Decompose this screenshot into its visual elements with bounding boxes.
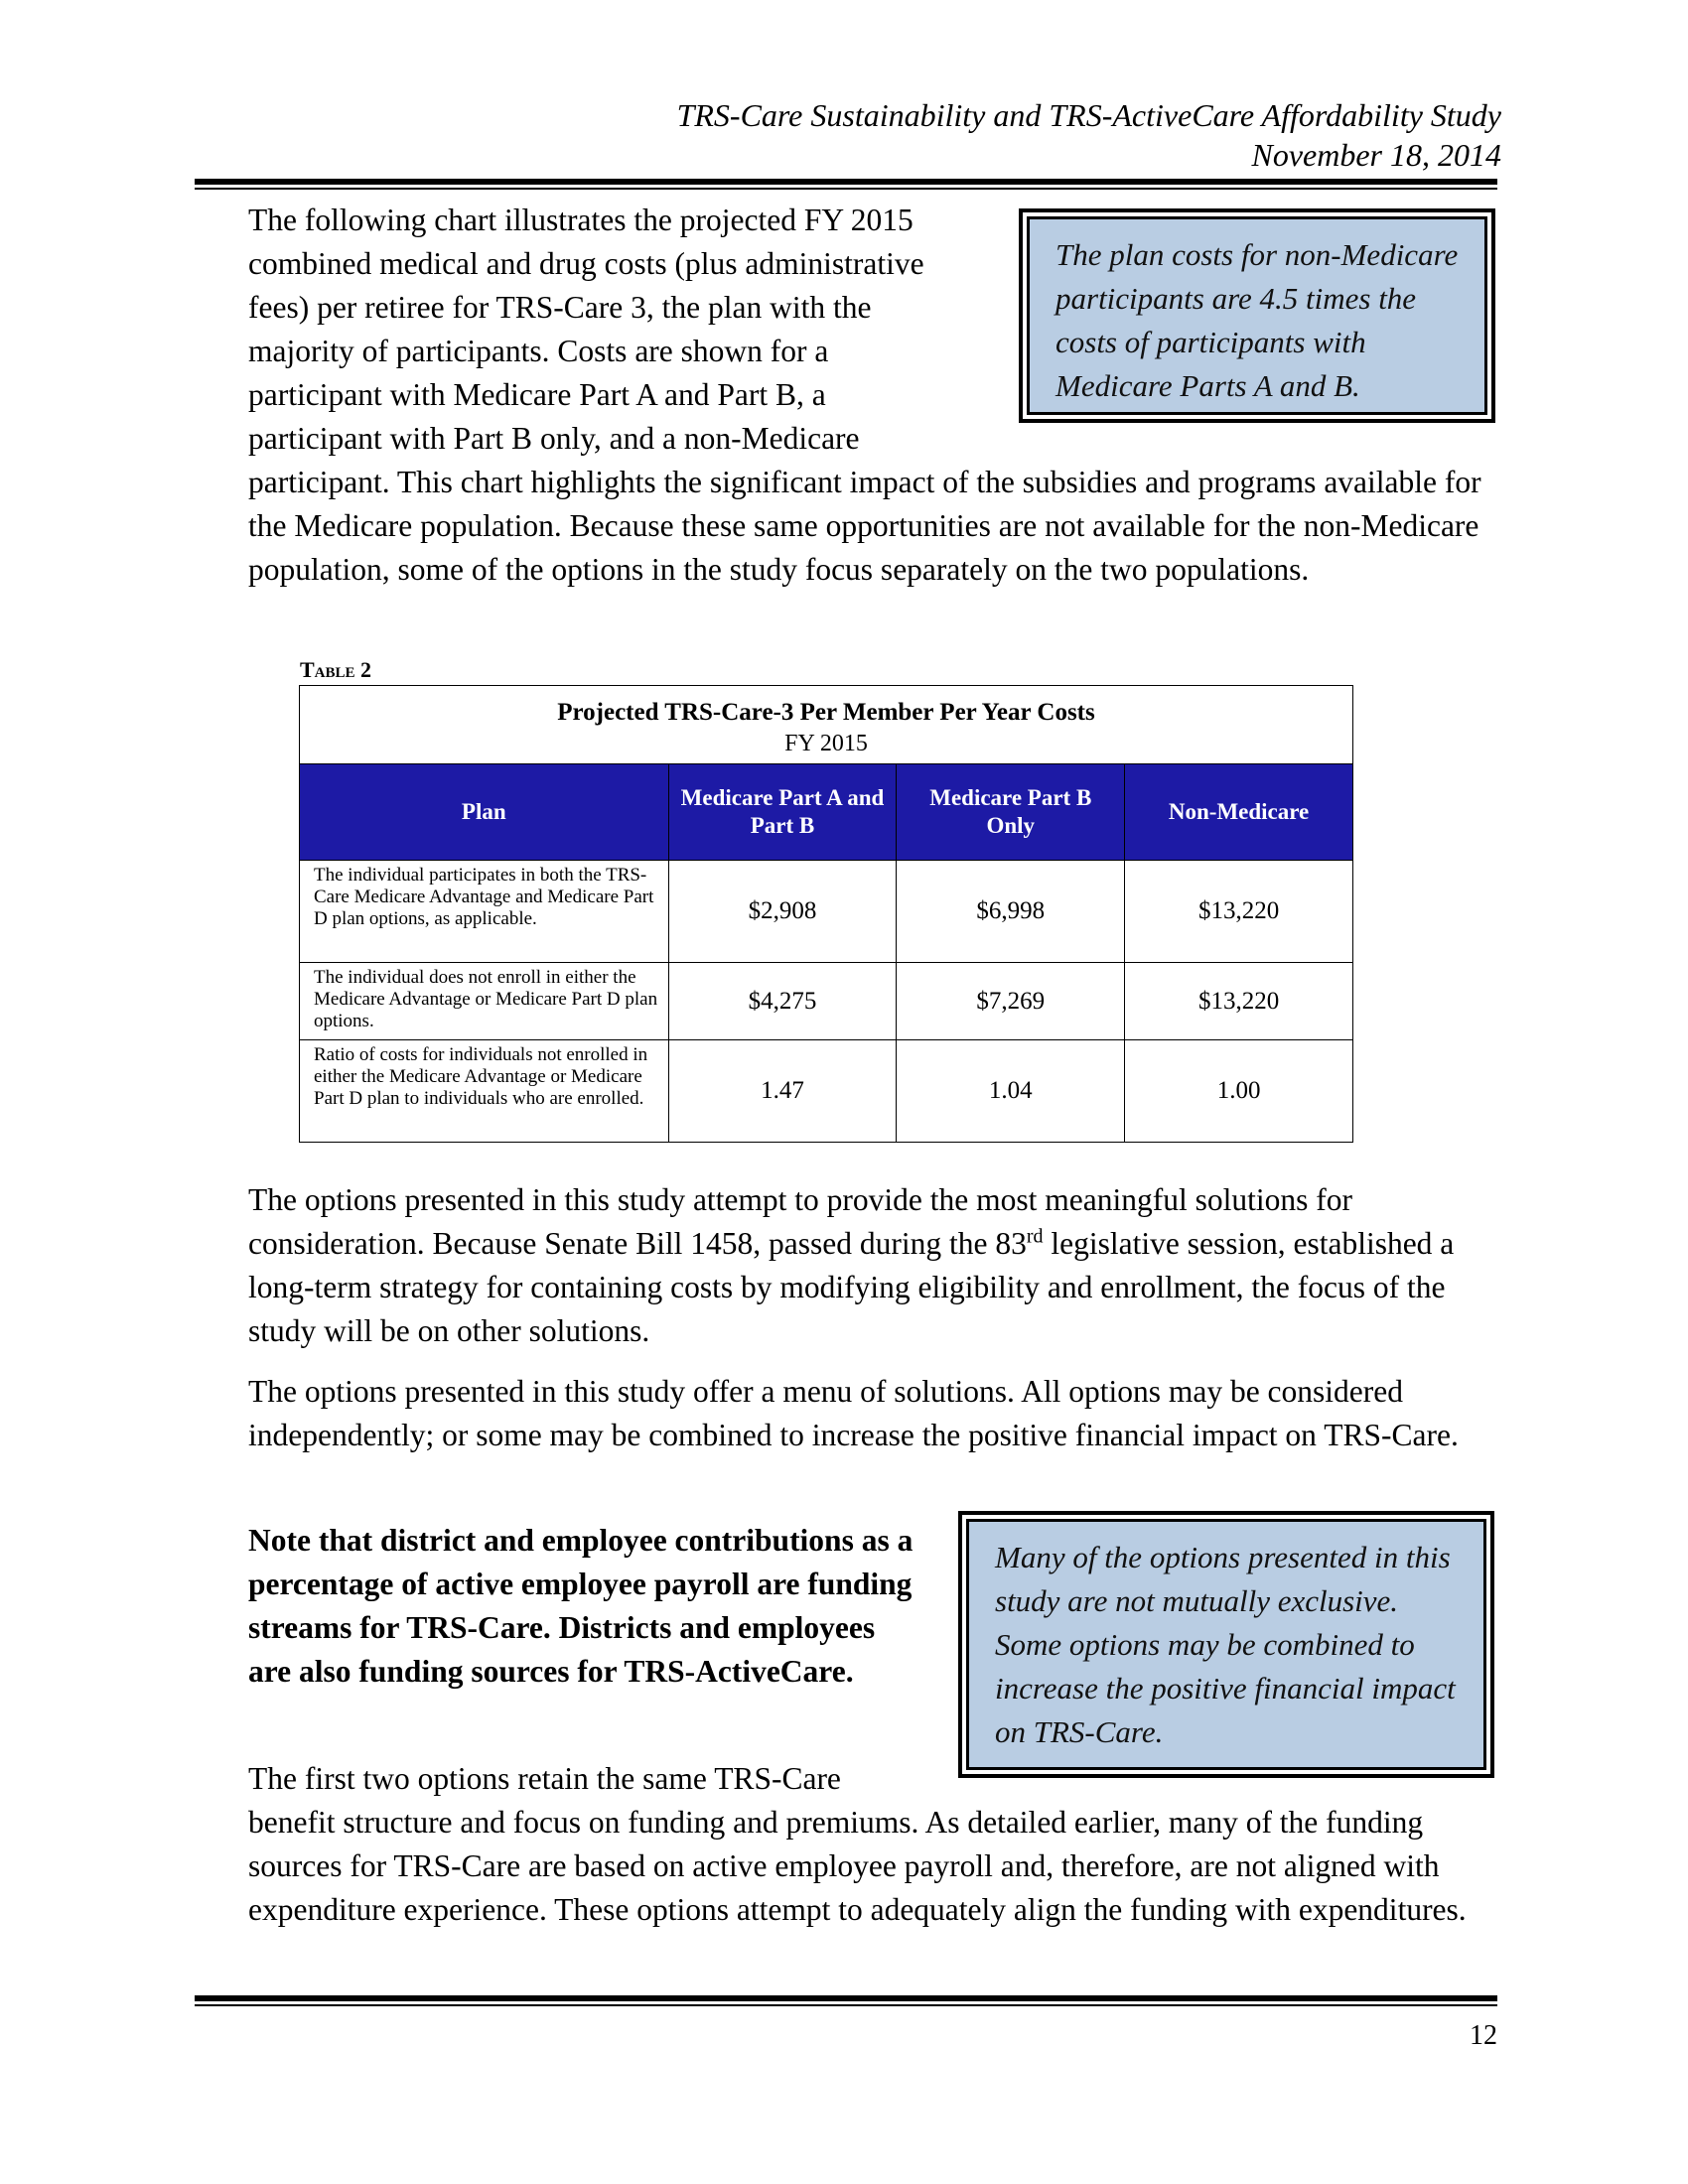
callout-bottom-text: Many of the options presented in this study are not mutually exclusive. Some options may be combined to increase the positive financial impact on TRS-Care. <box>995 1540 1456 1749</box>
col-header-non-medicare: Non-Medicare <box>1125 764 1353 861</box>
table-row <box>300 861 1353 963</box>
intro-paragraph: The following chart illustrates the projected FY 2015 combined medical and drug costs (plus administrative fees) per retiree for TRS-Care 3, the plan with the majority of participants. Costs are shown for a participant with Medicare Part A and Part B, a participant with Part B only, and a non-Medicare participant. This chart highlights the significant impact of the subsidies and programs available for the Medicare population. Because these same opportunities are not available for the non-Medicare population, some of the options in the study focus separately on the two populations. <box>248 203 1481 587</box>
paragraph-first-two-options-block <box>248 1757 1489 1932</box>
paragraph-first-two-options: The first two options retain the same TRS-Care benefit structure and focus on funding and premiums. As detailed earlier, many of the funding sources for TRS-Care are based on active employee payroll and, therefore, are not aligned with expenditure experience. These options attempt to adequately align the funding with expenditures. <box>248 1761 1467 1927</box>
table-row <box>300 1040 1353 1143</box>
callout-top-text: The plan costs for non-Medicare participants are 4.5 times the costs of participants with Medicare Parts A and B. <box>1055 237 1459 403</box>
cost-table <box>299 685 1353 1143</box>
col-header-part-b-only: Medicare Part B Only <box>897 764 1125 861</box>
table-cell: $7,269 <box>897 963 1125 1040</box>
table-cell: 1.04 <box>897 1040 1125 1143</box>
paragraph-senate-bill: The options presented in this study attempt to provide the most meaningful solutions for consideration. Because Senate Bill 1458, passed during the 83rd legislative session, established a long-term strategy for containing costs by modifying eligibility and enrollment, the focus of the study will be on other solutions. <box>248 1182 1455 1348</box>
col-header-part-a-b: Medicare Part A and Part B <box>668 764 897 861</box>
header-rule <box>195 179 1497 185</box>
callout-box-bottom <box>966 1519 1486 1770</box>
row-label: The individual does not enroll in either the Medicare Advantage or Medicare Part D plan options. <box>300 963 669 1040</box>
table-cell: $13,220 <box>1125 963 1353 1040</box>
header-title: TRS-Care Sustainability and TRS-ActiveCare Affordability Study <box>676 97 1501 133</box>
table-row <box>300 963 1353 1040</box>
running-header <box>677 95 1501 175</box>
col-header-plan: Plan <box>300 764 669 861</box>
table-cell: $13,220 <box>1125 861 1353 963</box>
paragraph-menu-of-solutions: The options presented in this study offer a menu of solutions. All options may be considered independently; or some may be combined to increase the positive financial impact on TRS-Care. <box>248 1374 1459 1452</box>
page-number: 12 <box>1470 2020 1497 2051</box>
table-cell: $6,998 <box>897 861 1125 963</box>
table-title: Projected TRS-Care-3 Per Member Per Year Costs <box>557 699 1095 726</box>
table-title-row <box>300 686 1353 764</box>
header-date: November 18, 2014 <box>1251 137 1501 173</box>
table-header-row <box>300 764 1353 861</box>
table-subtitle: FY 2015 <box>784 731 868 756</box>
table-cell: $4,275 <box>668 963 897 1040</box>
row-label: Ratio of costs for individuals not enrolled in either the Medicare Advantage or Medicare Part D plan to individuals who are enrolled. <box>300 1040 669 1143</box>
paragraph-bold-note: Note that district and employee contributions as a percentage of active employee payroll are funding streams for TRS-Care. Districts and employees are also funding sources for TRS-ActiveCare. <box>248 1523 914 1689</box>
table-cell: 1.47 <box>668 1040 897 1143</box>
table-cell: $2,908 <box>668 861 897 963</box>
row-label: The individual participates in both the TRS-Care Medicare Advantage and Medicare Part D plan options, as applicable. <box>300 861 669 963</box>
header-rule-thin <box>195 188 1497 190</box>
table-label: Table 2 <box>300 657 372 682</box>
callout-box-top <box>1027 216 1487 415</box>
footer-rule <box>195 1995 1497 2001</box>
footer-rule-thin <box>195 2004 1497 2006</box>
table-cell: 1.00 <box>1125 1040 1353 1143</box>
